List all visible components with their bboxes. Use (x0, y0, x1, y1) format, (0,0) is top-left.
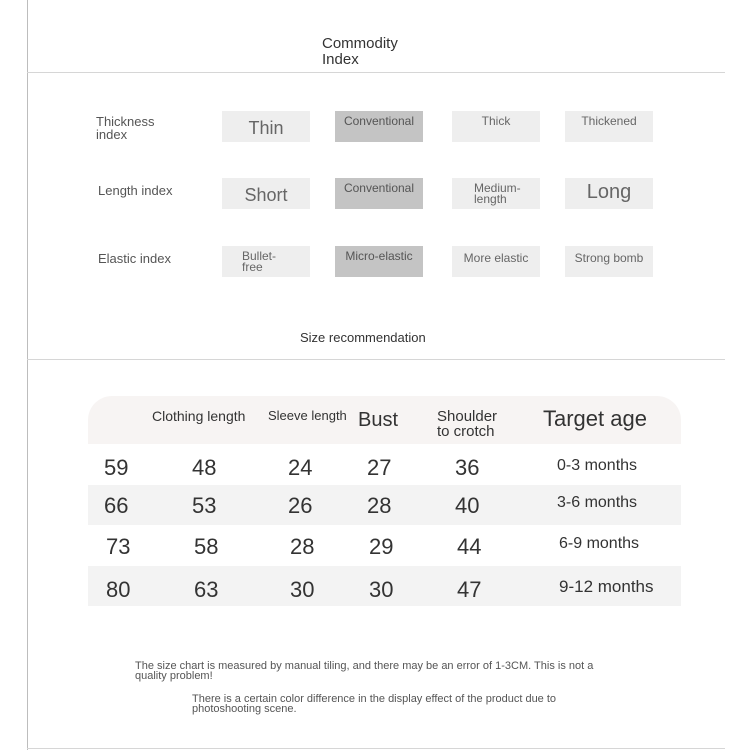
elastic-option-micro-elastic: Micro-elastic (335, 246, 423, 277)
header-bust: Bust (358, 409, 399, 431)
length-option-conventional: Conventional (335, 178, 423, 209)
thickness-option-thickened: Thickened (565, 111, 653, 142)
table-cell-size: 59 (104, 455, 129, 480)
section-divider (27, 359, 725, 360)
table-cell-clothing-length: 58 (194, 534, 219, 559)
header-target-age: Target age (543, 406, 647, 431)
header-sleeve-length: Sleeve length (268, 408, 347, 423)
table-cell-clothing-length: 63 (194, 577, 219, 602)
table-cell-bust: 28 (367, 493, 392, 518)
table-cell-sleeve-length: 30 (290, 577, 315, 602)
color-difference-note: There is a certain color difference in the display effect of the product due to photoshooting scene. (192, 693, 557, 715)
table-cell-shoulder-to-crotch: 36 (455, 455, 480, 480)
length-option-short: Short (222, 178, 310, 209)
table-cell-target-age: 9-12 months (559, 577, 654, 596)
thickness-option-thick: Thick (452, 111, 540, 142)
thickness-option-conventional: Conventional (335, 111, 423, 142)
table-cell-bust: 30 (369, 577, 394, 602)
header-shoulder-to-crotch: Shoulder to crotch (437, 408, 498, 440)
table-cell-size: 73 (106, 534, 131, 559)
table-cell-shoulder-to-crotch: 44 (457, 534, 482, 559)
left-border (27, 0, 28, 750)
table-cell-target-age: 3-6 months (557, 494, 638, 511)
measurement-error-note: The size chart is measured by manual tiling, and there may be an error of 1-3CM. This is not a quality problem! (135, 660, 594, 682)
elastic-option-more-elastic: More elastic (452, 246, 540, 277)
table-cell-size: 80 (106, 577, 131, 602)
elastic-index-label: Elastic index (98, 251, 171, 266)
thickness-option-thin: Thin (222, 111, 310, 142)
page-title: Commodity Index (322, 35, 398, 68)
elastic-option-strong-bomb: Strong bomb (565, 246, 653, 277)
title-divider (27, 72, 725, 73)
table-cell-sleeve-length: 28 (290, 534, 315, 559)
table-cell-bust: 27 (367, 455, 392, 480)
thickness-index-label: Thickness index (96, 114, 155, 142)
size-recommendation-title: Size recommendation (300, 330, 426, 345)
table-cell-shoulder-to-crotch: 47 (457, 577, 482, 602)
length-index-label: Length index (98, 183, 173, 198)
table-cell-sleeve-length: 24 (288, 455, 313, 480)
bottom-border (27, 748, 725, 749)
table-cell-target-age: 0-3 months (557, 457, 638, 474)
length-option-medium-length: Medium- length (452, 178, 540, 209)
table-cell-clothing-length: 48 (192, 455, 217, 480)
table-cell-bust: 29 (369, 534, 394, 559)
table-cell-sleeve-length: 26 (288, 493, 313, 518)
header-clothing-length: Clothing length (152, 408, 246, 424)
table-cell-target-age: 6-9 months (559, 535, 640, 552)
table-cell-shoulder-to-crotch: 40 (455, 493, 480, 518)
table-cell-clothing-length: 53 (192, 493, 217, 518)
elastic-option-bullet-free: Bullet- free (222, 246, 310, 277)
table-cell-size: 66 (104, 493, 129, 518)
length-option-long: Long (565, 178, 653, 209)
